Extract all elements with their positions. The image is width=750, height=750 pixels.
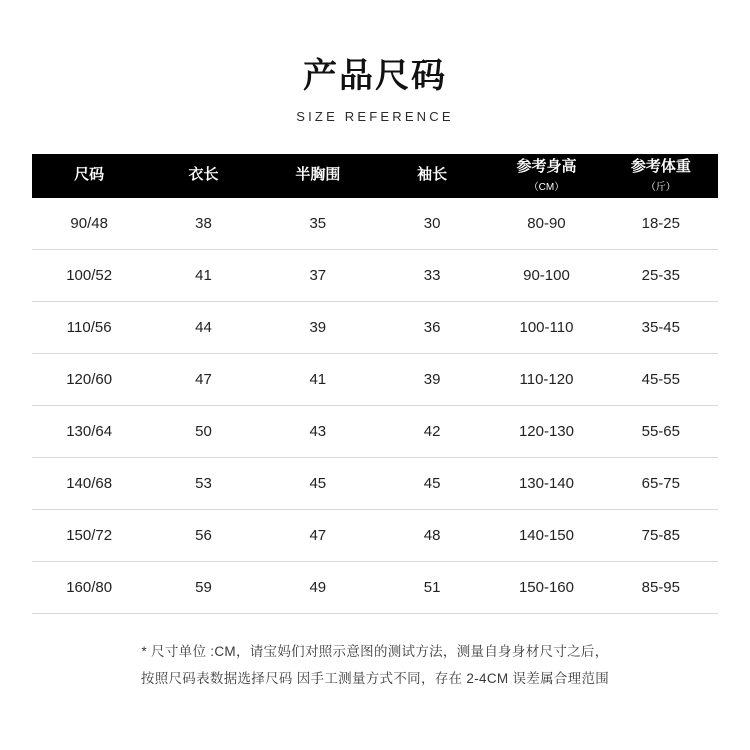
cell-size: 120/60	[32, 353, 146, 405]
cell-height: 100-110	[489, 301, 603, 353]
cell-length: 41	[146, 249, 260, 301]
column-header-size-label: 尺码	[74, 165, 105, 183]
table-row	[32, 509, 718, 561]
table-body	[32, 198, 718, 614]
cell-weight: 75-85	[604, 509, 718, 561]
cell-height: 90-100	[489, 249, 603, 301]
column-header-size	[32, 154, 146, 198]
column-header-half-bust-label: 半胸围	[295, 165, 341, 183]
cell-size: 110/56	[32, 301, 146, 353]
column-header-height-unit: （CM）	[528, 181, 565, 193]
cell-length: 44	[146, 301, 260, 353]
cell-weight: 45-55	[604, 353, 718, 405]
column-header-weight	[604, 154, 718, 198]
cell-height: 130-140	[489, 457, 603, 509]
cell-weight: 25-35	[604, 249, 718, 301]
cell-half-bust: 47	[261, 509, 375, 561]
column-header-length-label: 衣长	[188, 165, 219, 183]
cell-sleeve: 45	[375, 457, 489, 509]
table-header	[32, 154, 718, 198]
cell-size: 160/80	[32, 561, 146, 613]
size-table	[32, 154, 718, 614]
column-header-weight-unit: （斤）	[645, 181, 676, 193]
cell-length: 53	[146, 457, 260, 509]
cell-size: 140/68	[32, 457, 146, 509]
cell-sleeve: 48	[375, 509, 489, 561]
table-row	[32, 405, 718, 457]
cell-half-bust: 43	[261, 405, 375, 457]
cell-half-bust: 37	[261, 249, 375, 301]
table-row	[32, 301, 718, 353]
cell-half-bust: 39	[261, 301, 375, 353]
table-row	[32, 561, 718, 613]
cell-half-bust: 35	[261, 198, 375, 250]
cell-sleeve: 30	[375, 198, 489, 250]
table-row	[32, 198, 718, 250]
cell-weight: 85-95	[604, 561, 718, 613]
cell-height: 120-130	[489, 405, 603, 457]
column-header-height	[489, 154, 603, 198]
cell-weight: 65-75	[604, 457, 718, 509]
column-header-length	[146, 154, 260, 198]
cell-height: 150-160	[489, 561, 603, 613]
column-header-half-bust	[261, 154, 375, 198]
page-title: 产品尺码	[303, 57, 447, 95]
cell-weight: 35-45	[604, 301, 718, 353]
cell-height: 110-120	[489, 353, 603, 405]
cell-sleeve: 36	[375, 301, 489, 353]
cell-length: 50	[146, 405, 260, 457]
cell-sleeve: 42	[375, 405, 489, 457]
cell-height: 140-150	[489, 509, 603, 561]
cell-half-bust: 45	[261, 457, 375, 509]
size-table-container	[32, 154, 718, 614]
cell-size: 100/52	[32, 249, 146, 301]
cell-weight: 18-25	[604, 198, 718, 250]
column-header-weight-label: 参考体重	[630, 158, 691, 176]
cell-size: 90/48	[32, 198, 146, 250]
table-header-row	[32, 154, 718, 198]
cell-size: 130/64	[32, 405, 146, 457]
cell-half-bust: 41	[261, 353, 375, 405]
page-header	[0, 0, 750, 124]
column-header-height-label: 参考身高	[516, 158, 577, 176]
column-header-sleeve	[375, 154, 489, 198]
cell-length: 56	[146, 509, 260, 561]
cell-height: 80-90	[489, 198, 603, 250]
cell-length: 38	[146, 198, 260, 250]
cell-sleeve: 39	[375, 353, 489, 405]
table-row	[32, 457, 718, 509]
cell-sleeve: 33	[375, 249, 489, 301]
cell-length: 59	[146, 561, 260, 613]
cell-half-bust: 49	[261, 561, 375, 613]
table-row	[32, 353, 718, 405]
cell-sleeve: 51	[375, 561, 489, 613]
measurement-note-line-1: * 尺寸单位 :CM，请宝妈们对照示意图的测试方法，测量自身身材尺寸之后，	[141, 643, 609, 659]
page-subtitle: SIZE REFERENCE	[296, 108, 454, 124]
measurement-note-line-2: 按照尺码表数据选择尺码 因手工测量方式不同，存在 2-4CM 误差属合理范围	[140, 670, 610, 686]
measurement-note	[0, 638, 750, 692]
cell-weight: 55-65	[604, 405, 718, 457]
cell-length: 47	[146, 353, 260, 405]
table-row	[32, 249, 718, 301]
cell-size: 150/72	[32, 509, 146, 561]
column-header-sleeve-label: 袖长	[417, 165, 448, 183]
